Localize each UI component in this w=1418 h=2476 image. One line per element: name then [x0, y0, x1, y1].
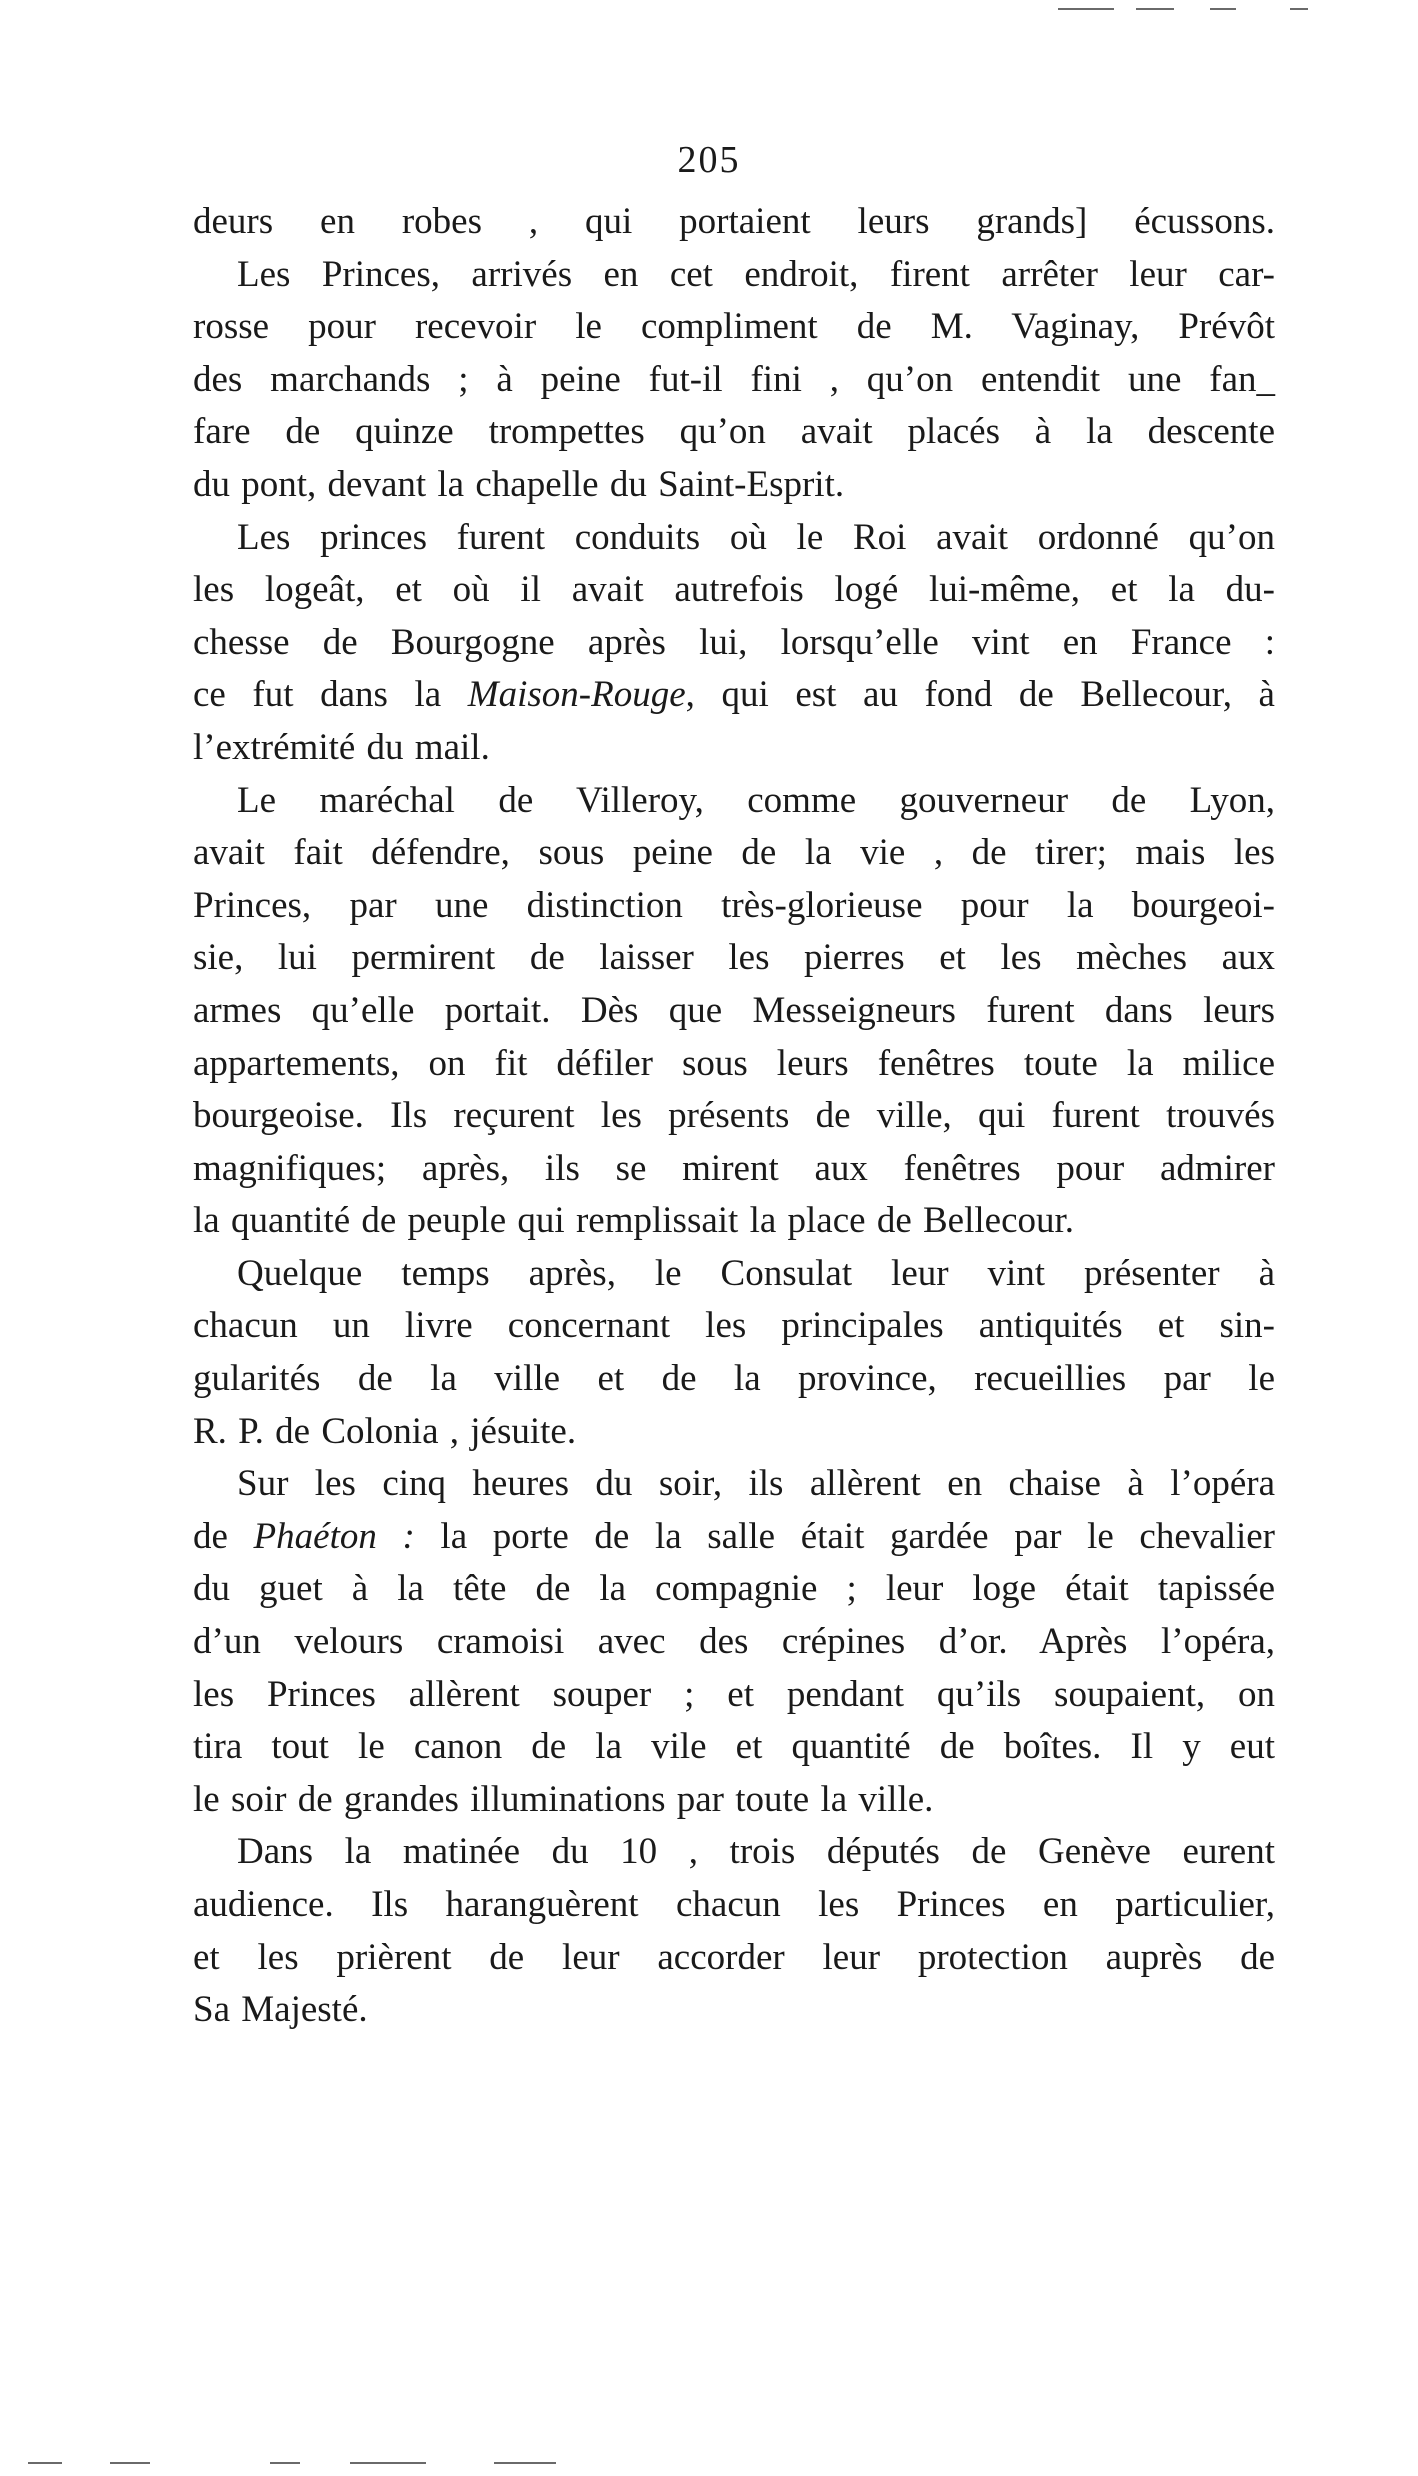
text-line: [193, 669, 1275, 722]
text-segment: de: [193, 1515, 254, 1557]
text-line: des marchands ; à peine fut-il fini , qu’on entendit une fan_: [193, 358, 1275, 400]
text-line: Sa Majesté.: [193, 1989, 368, 2031]
text-line: et les prièrent de leur accorder leur protection auprès de: [193, 1936, 1275, 1978]
paragraph: [193, 1248, 1275, 1458]
text-line: fare de quinze trompettes qu’on avait placés à la descente: [193, 411, 1275, 453]
text-line: du guet à la tête de la compagnie ; leur loge était tapissée: [193, 1568, 1275, 1610]
paragraph: [193, 249, 1275, 512]
text-line: les logeât, et où il avait autrefois logé lui-même, et la du-: [193, 569, 1275, 611]
text-line: chacun un livre concernant les principales antiquités et sin-: [193, 1305, 1275, 1347]
text-segment: la porte de la salle était gardée par le chevalier: [414, 1515, 1275, 1557]
text-line: d’un velours cramoisi avec des crépines d’or. Après l’opéra,: [193, 1621, 1275, 1663]
body-text: [193, 196, 1275, 2037]
text-line: les Princes allèrent souper ; et pendant qu’ils soupaient, on: [193, 1673, 1275, 1715]
text-line: deurs en robes , qui portaient leurs grands] écussons.: [193, 201, 1275, 242]
paragraph: [193, 512, 1275, 775]
text-line: Le maréchal de Villeroy, comme gouverneur de Lyon,: [237, 779, 1275, 821]
text-line: Les Princes, arrivés en cet endroit, firent arrêter leur car-: [237, 253, 1275, 295]
scan-mark-bottom-2: [110, 2462, 150, 2464]
scan-mark-top-1: [1058, 8, 1114, 10]
text-line: Princes, par une distinction très-glorieuse pour la bourgeoi-: [193, 884, 1275, 926]
text-line: l’extrémité du mail.: [193, 726, 490, 768]
text-line: audience. Ils haranguèrent chacun les Princes en particulier,: [193, 1884, 1275, 1925]
text-line: magnifiques; après, ils se mirent aux fenêtres pour admirer: [193, 1147, 1275, 1189]
text-line: chesse de Bourgogne après lui, lorsqu’elle vint en France :: [193, 621, 1275, 663]
scan-mark-bottom-4: [350, 2462, 426, 2464]
text-line: [193, 1511, 1275, 1564]
text-line: Sur les cinq heures du soir, ils allèrent en chaise à l’opéra: [237, 1463, 1275, 1505]
text-line: armes qu’elle portait. Dès que Messeigneurs furent dans leurs: [193, 989, 1275, 1031]
text-line: du pont, devant la chapelle du Saint-Esprit.: [193, 463, 845, 505]
text-line: le soir de grandes illuminations par toute la ville.: [193, 1778, 934, 1820]
paragraph: [193, 1458, 1275, 1826]
scan-mark-bottom-1: [28, 2462, 62, 2464]
scan-mark-top-4: [1290, 8, 1308, 10]
text-line: Les princes furent conduits où le Roi avait ordonné qu’on: [237, 516, 1275, 558]
text-segment: , qui est au fond de Bellecour, à: [685, 674, 1275, 716]
scan-mark-bottom-5: [494, 2462, 556, 2464]
paragraph: [193, 775, 1275, 1248]
text-line: rosse pour recevoir le compliment de M. Vaginay, Prévôt: [193, 306, 1275, 348]
scan-mark-top-3: [1210, 8, 1236, 10]
text-line: la quantité de peuple qui remplissait la place de Bellecour.: [193, 1200, 1075, 1242]
text-line: sie, lui permirent de laisser les pierres et les mèches aux: [193, 937, 1275, 979]
text-line: R. P. de Colonia , jésuite.: [193, 1410, 577, 1452]
text-line: gularités de la ville et de la province, recueillies par le: [193, 1358, 1275, 1400]
scan-mark-bottom-3: [270, 2462, 300, 2464]
paragraph: [193, 1826, 1275, 2036]
text-line: Quelque temps après, le Consulat leur vint présenter à: [237, 1252, 1275, 1294]
text-line: avait fait défendre, sous peine de la vie , de tirer; mais les: [193, 832, 1275, 874]
text-line: tira tout le canon de la vile et quantité de boîtes. Il y eut: [193, 1726, 1275, 1768]
text-line: appartements, on fit défiler sous leurs fenêtres toute la milice: [193, 1042, 1275, 1084]
text-line: Dans la matinée du 10 , trois députés de Genève eurent: [237, 1831, 1275, 1873]
text-segment: ce fut dans la: [193, 674, 468, 716]
text-line: bourgeoise. Ils reçurent les présents de ville, qui furent trouvés: [193, 1095, 1275, 1137]
italic-title: Maison-Rouge: [467, 674, 686, 716]
italic-title: Phaéton :: [253, 1515, 415, 1557]
scan-mark-top-2: [1136, 8, 1174, 10]
page-number: 205: [677, 139, 741, 181]
paragraph: [193, 196, 1275, 249]
